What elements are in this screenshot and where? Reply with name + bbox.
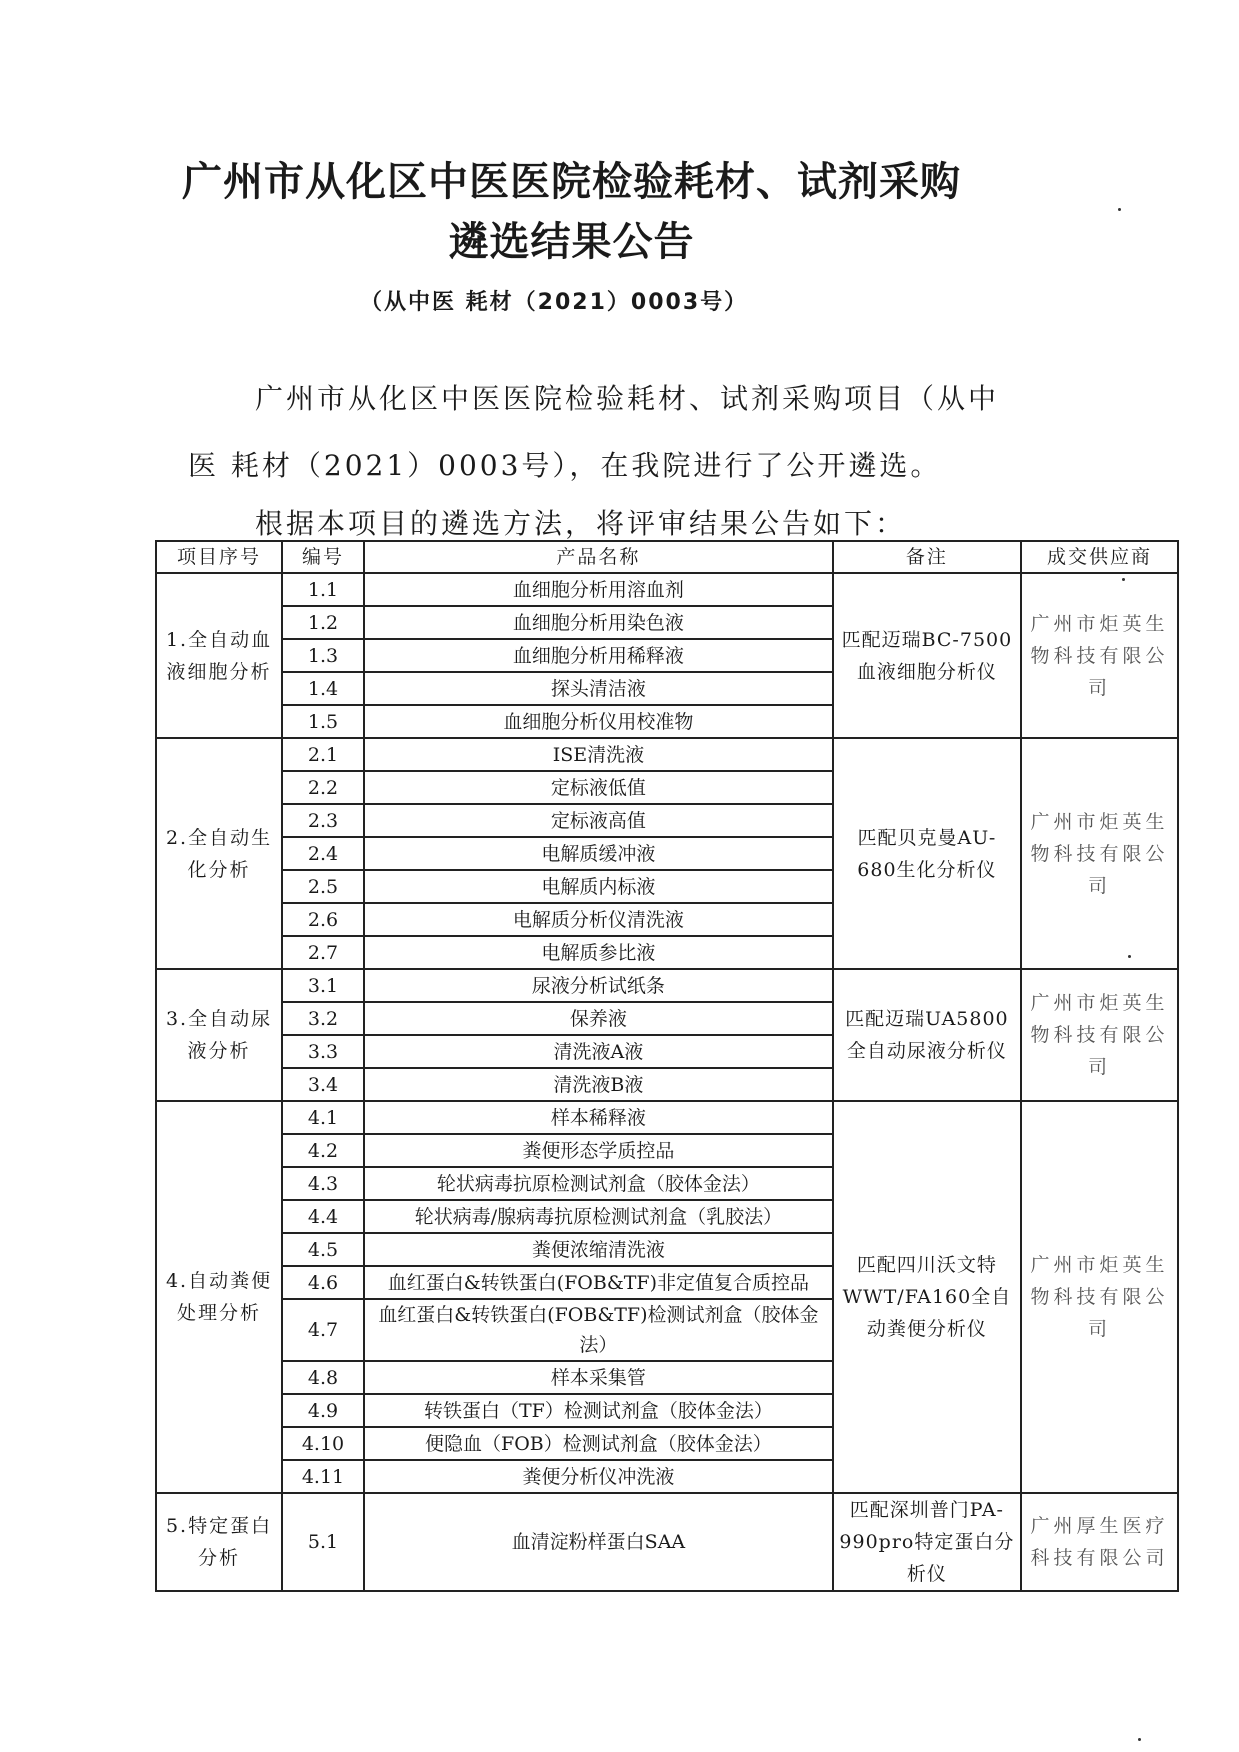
product-name: 血细胞分析仪用校准物 — [364, 705, 833, 738]
product-name: 粪便浓缩清洗液 — [364, 1233, 833, 1266]
item-number: 2.4 — [282, 837, 364, 870]
header-remarks: 备注 — [833, 541, 1021, 573]
group-remark: 匹配四川沃文特WWT/FA160全自动粪便分析仪 — [833, 1101, 1021, 1493]
item-number: 3.2 — [282, 1002, 364, 1035]
product-name: 样本采集管 — [364, 1361, 833, 1394]
product-name: 清洗液B液 — [364, 1068, 833, 1101]
table-row — [156, 969, 1178, 1002]
table-row — [156, 1101, 1178, 1134]
item-number: 4.7 — [282, 1299, 364, 1361]
product-name: 定标液低值 — [364, 771, 833, 804]
product-name: 血细胞分析用溶血剂 — [364, 573, 833, 606]
product-name: 定标液高值 — [364, 804, 833, 837]
item-number: 3.1 — [282, 969, 364, 1002]
item-number: 1.5 — [282, 705, 364, 738]
title-line-2: 遴选结果公告 — [448, 219, 695, 265]
item-number: 2.7 — [282, 936, 364, 969]
group-supplier: 广州市炬英生物科技有限公司 — [1021, 1101, 1178, 1493]
item-number: 3.3 — [282, 1035, 364, 1068]
group-name: 1.全自动血液细胞分析 — [156, 573, 282, 738]
product-name: 样本稀释液 — [364, 1101, 833, 1134]
group-remark: 匹配深圳普门PA-990pro特定蛋白分析仪 — [833, 1493, 1021, 1591]
item-number: 4.2 — [282, 1134, 364, 1167]
intro-paragraph-line-2: 医 耗材（2021）0003号），在我院进行了公开遴选。 — [188, 449, 942, 482]
item-number: 4.9 — [282, 1394, 364, 1427]
product-name: 尿液分析试纸条 — [364, 969, 833, 1002]
document-number: （从中医 耗材（2021）0003号） — [360, 290, 749, 315]
group-name: 4.自动粪便处理分析 — [156, 1101, 282, 1493]
product-name: 粪便形态学质控品 — [364, 1134, 833, 1167]
product-name: 探头清洁液 — [364, 672, 833, 705]
header-product-name: 产品名称 — [364, 541, 833, 573]
product-name: ISE清洗液 — [364, 738, 833, 771]
item-number: 4.8 — [282, 1361, 364, 1394]
group-supplier: 广州市炬英生物科技有限公司 — [1021, 969, 1178, 1101]
group-remark: 匹配迈瑞BC-7500血液细胞分析仪 — [833, 573, 1021, 738]
item-number: 2.5 — [282, 870, 364, 903]
product-name: 电解质参比液 — [364, 936, 833, 969]
item-number: 4.4 — [282, 1200, 364, 1233]
table-header-row — [156, 541, 1178, 573]
product-name: 血红蛋白&转铁蛋白(FOB&TF)非定值复合质控品 — [364, 1266, 833, 1299]
product-name: 轮状病毒抗原检测试剂盒（胶体金法） — [364, 1167, 833, 1200]
group-name: 3.全自动尿液分析 — [156, 969, 282, 1101]
item-number: 4.3 — [282, 1167, 364, 1200]
item-number: 4.5 — [282, 1233, 364, 1266]
item-number: 5.1 — [282, 1493, 364, 1591]
product-name: 轮状病毒/腺病毒抗原检测试剂盒（乳胶法） — [364, 1200, 833, 1233]
item-number: 4.1 — [282, 1101, 364, 1134]
group-remark: 匹配迈瑞UA5800全自动尿液分析仪 — [833, 969, 1021, 1101]
product-name: 粪便分析仪冲洗液 — [364, 1460, 833, 1493]
intro-paragraph-line-1: 广州市从化区中医医院检验耗材、试剂采购项目（从中 — [255, 382, 1000, 415]
group-name: 2.全自动生化分析 — [156, 738, 282, 969]
item-number: 4.10 — [282, 1427, 364, 1460]
product-name: 血细胞分析用染色液 — [364, 606, 833, 639]
table-row — [156, 738, 1178, 771]
item-number: 2.2 — [282, 771, 364, 804]
scan-speck — [1128, 955, 1131, 958]
product-name: 血清淀粉样蛋白SAA — [364, 1493, 833, 1591]
product-name: 保养液 — [364, 1002, 833, 1035]
product-name: 清洗液A液 — [364, 1035, 833, 1068]
header-supplier: 成交供应商 — [1021, 541, 1178, 573]
item-number: 2.3 — [282, 804, 364, 837]
item-number: 2.6 — [282, 903, 364, 936]
group-supplier: 广州市炬英生物科技有限公司 — [1021, 738, 1178, 969]
scan-speck — [1118, 208, 1121, 211]
group-remark: 匹配贝克曼AU-680生化分析仪 — [833, 738, 1021, 969]
scan-speck — [1138, 1738, 1141, 1741]
product-name: 电解质缓冲液 — [364, 837, 833, 870]
item-number: 4.6 — [282, 1266, 364, 1299]
title-line-1: 广州市从化区中医医院检验耗材、试剂采购 — [182, 159, 961, 205]
product-name: 转铁蛋白（TF）检测试剂盒（胶体金法） — [364, 1394, 833, 1427]
group-supplier: 广州厚生医疗科技有限公司 — [1021, 1493, 1178, 1591]
scan-speck — [1122, 578, 1125, 581]
product-name: 电解质内标液 — [364, 870, 833, 903]
table-row — [156, 573, 1178, 606]
item-number: 1.4 — [282, 672, 364, 705]
product-name: 血红蛋白&转铁蛋白(FOB&TF)检测试剂盒（胶体金法） — [364, 1299, 833, 1361]
item-number: 2.1 — [282, 738, 364, 771]
item-number: 1.1 — [282, 573, 364, 606]
product-name: 便隐血（FOB）检测试剂盒（胶体金法） — [364, 1427, 833, 1460]
item-number: 1.2 — [282, 606, 364, 639]
group-supplier: 广州市炬英生物科技有限公司 — [1021, 573, 1178, 738]
header-number: 编号 — [282, 541, 364, 573]
results-table — [155, 540, 1179, 1592]
item-number: 1.3 — [282, 639, 364, 672]
table-row — [156, 1493, 1178, 1591]
product-name: 血细胞分析用稀释液 — [364, 639, 833, 672]
intro-paragraph-line-3: 根据本项目的遴选方法，将评审结果公告如下： — [255, 507, 907, 540]
item-number: 4.11 — [282, 1460, 364, 1493]
group-name: 5.特定蛋白分析 — [156, 1493, 282, 1591]
header-project-index: 项目序号 — [156, 541, 282, 573]
product-name: 电解质分析仪清洗液 — [364, 903, 833, 936]
item-number: 3.4 — [282, 1068, 364, 1101]
